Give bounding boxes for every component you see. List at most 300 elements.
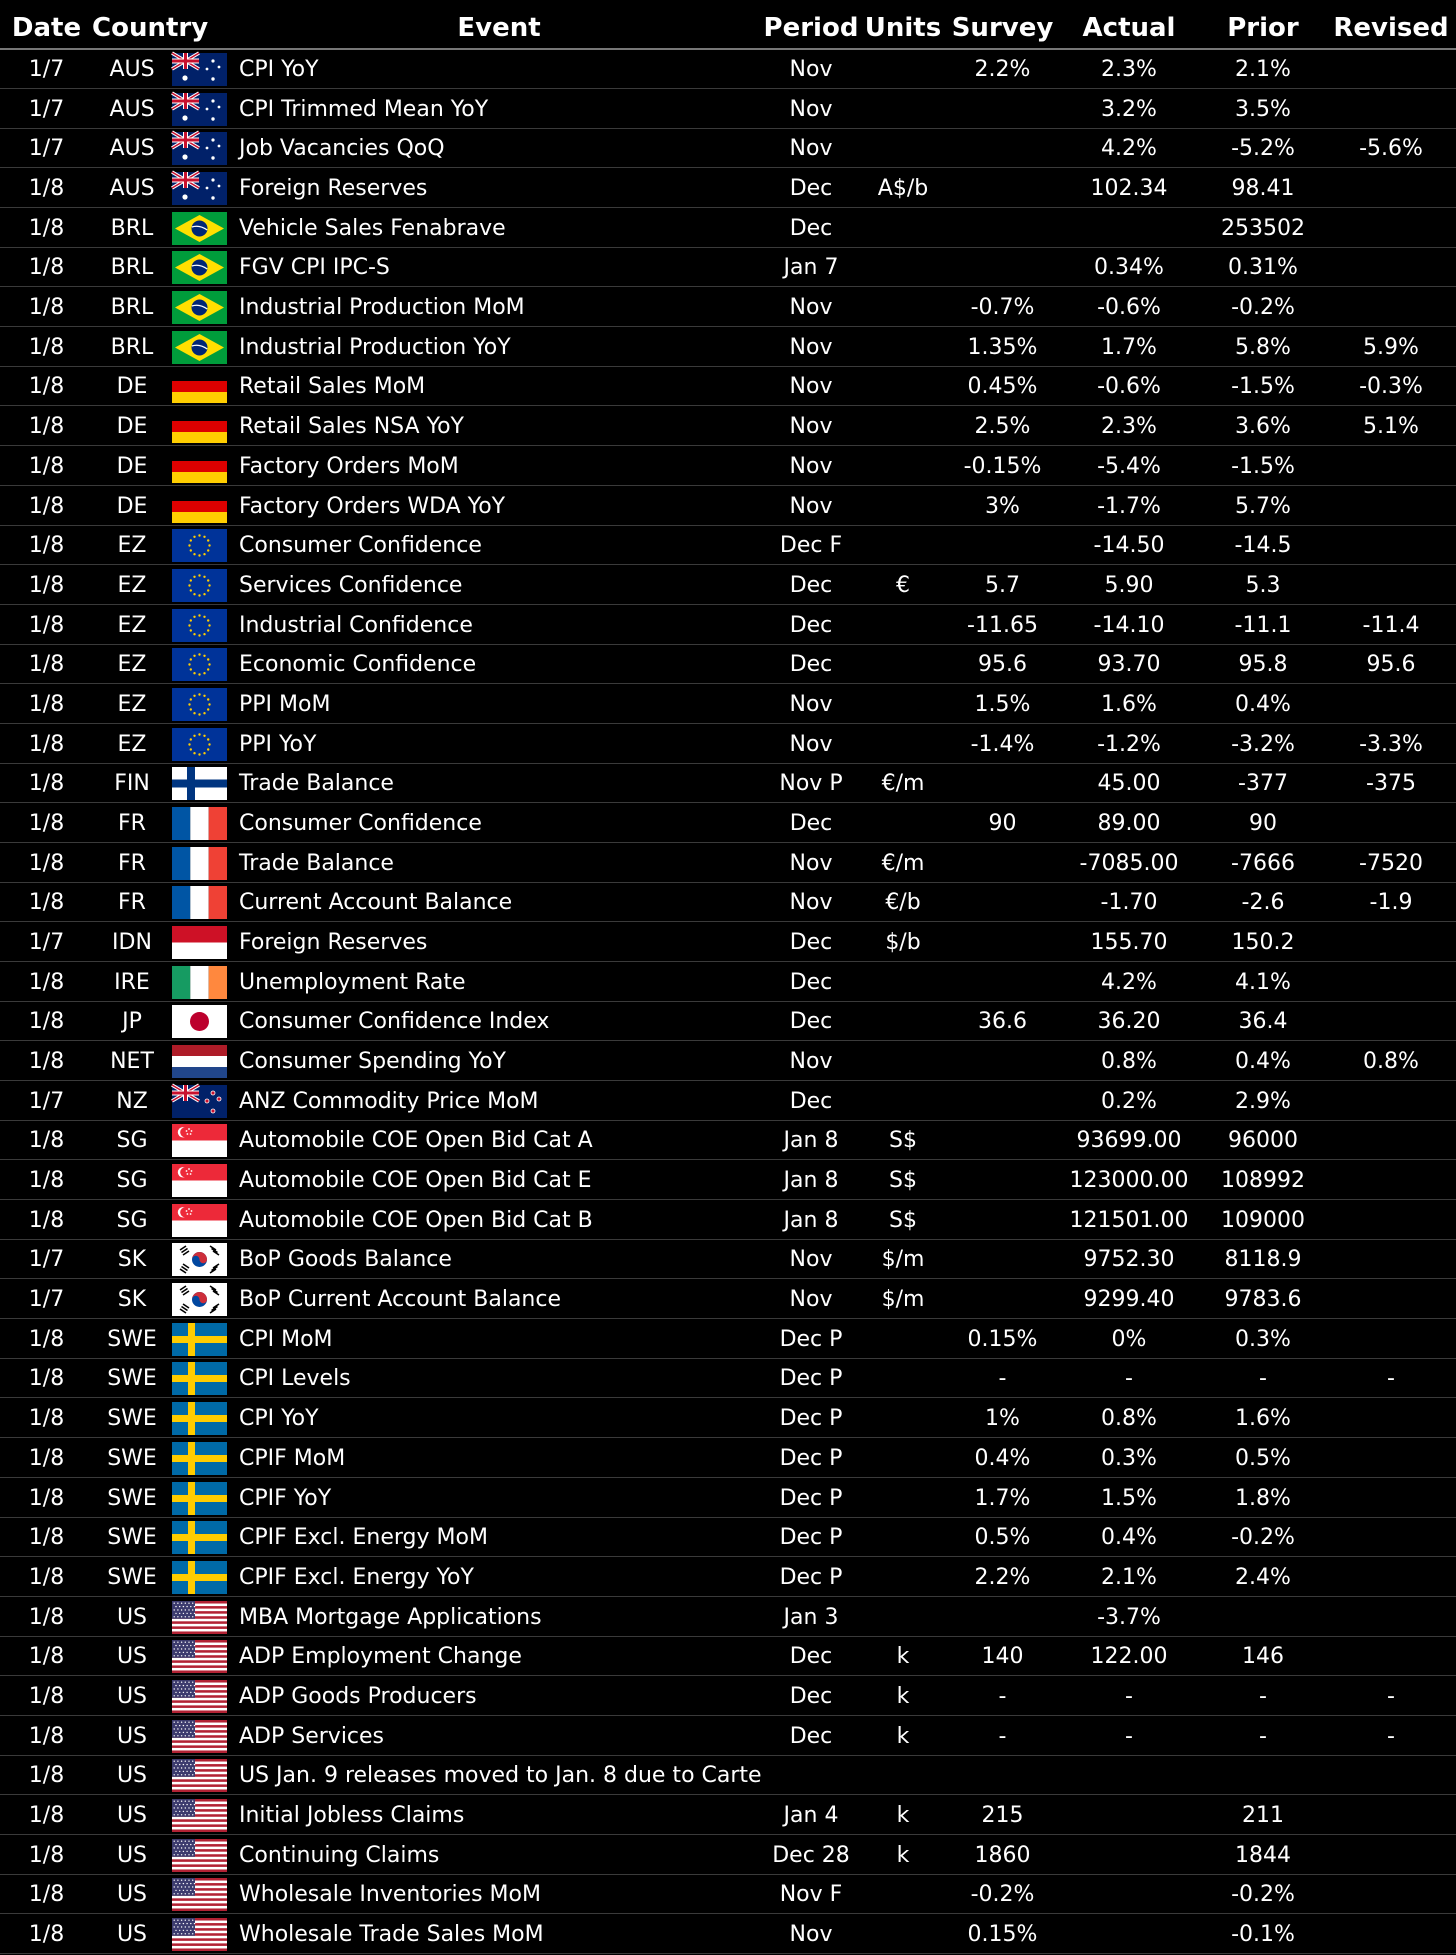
- period-cell: Dec P: [779, 1366, 843, 1392]
- units-cell: [863, 1439, 943, 1478]
- units-cell: S$: [889, 1168, 917, 1193]
- table-row[interactable]: [0, 1677, 1456, 1716]
- flag-idn-icon: [172, 926, 227, 959]
- table-row[interactable]: [0, 1161, 1456, 1200]
- flag-ez-icon: [172, 648, 227, 681]
- table-row[interactable]: [0, 1717, 1456, 1756]
- prior-cell: 1.8%: [1235, 1485, 1291, 1511]
- flag-de-icon: [172, 490, 227, 523]
- table-row[interactable]: [0, 209, 1456, 248]
- actual-cell: -1.2%: [1097, 731, 1161, 757]
- period-cell: Nov: [789, 136, 833, 162]
- flag-aus-icon: [172, 172, 227, 205]
- table-row[interactable]: [0, 90, 1456, 129]
- units-cell: [863, 1042, 943, 1081]
- event-cell: Job Vacancies QoQ: [239, 136, 445, 162]
- table-row[interactable]: [0, 1002, 1456, 1041]
- prior-cell: [1198, 1756, 1328, 1795]
- period-cell: Dec P: [779, 1564, 843, 1590]
- event-cell: CPIF Excl. Energy YoY: [239, 1564, 474, 1590]
- header-actual[interactable]: Actual: [1082, 13, 1176, 43]
- revised-cell: [1330, 1796, 1452, 1835]
- event-cell: Initial Jobless Claims: [239, 1802, 465, 1828]
- units-cell: [863, 1518, 943, 1557]
- date-cell: 1/8: [28, 890, 65, 916]
- survey-cell: 2.2%: [974, 57, 1031, 82]
- date-cell: 1/8: [28, 493, 65, 519]
- date-cell: 1/7: [28, 1088, 65, 1114]
- country-cell: FR: [118, 850, 146, 876]
- flag-us-icon: [172, 1680, 227, 1713]
- event-cell: Retail Sales NSA YoY: [239, 414, 464, 440]
- survey-cell: [945, 1042, 1060, 1081]
- actual-cell: [1062, 1756, 1196, 1795]
- flag-swe-icon: [172, 1402, 227, 1435]
- country-cell: SK: [117, 1247, 147, 1273]
- event-cell: CPI Trimmed Mean YoY: [239, 96, 489, 122]
- date-cell: 1/8: [28, 771, 65, 797]
- units-cell: [863, 725, 943, 764]
- units-cell: [863, 1756, 943, 1795]
- country-cell: SWE: [107, 1445, 157, 1471]
- country-cell: FR: [118, 890, 146, 916]
- units-cell: [863, 963, 943, 1002]
- period-cell: [761, 1756, 861, 1795]
- country-cell: SG: [116, 1128, 148, 1154]
- units-cell: €: [896, 572, 910, 598]
- actual-cell: 3.2%: [1101, 96, 1157, 122]
- actual-cell: 1.6%: [1101, 691, 1157, 717]
- table-row[interactable]: [0, 1915, 1456, 1954]
- event-cell: CPIF MoM: [239, 1445, 346, 1471]
- date-cell: 1/8: [28, 1207, 65, 1233]
- actual-cell: -3.7%: [1097, 1604, 1161, 1630]
- survey-cell: [945, 923, 1060, 962]
- period-cell: Dec: [789, 930, 833, 955]
- revised-cell: [1330, 526, 1452, 565]
- table-row[interactable]: [0, 367, 1456, 406]
- units-cell: [863, 526, 943, 565]
- event-cell: Continuing Claims: [239, 1842, 440, 1868]
- survey-cell: 1.5%: [974, 691, 1031, 717]
- survey-cell: [945, 129, 1060, 168]
- period-cell: Nov: [789, 691, 833, 717]
- revised-cell: -: [1387, 1366, 1395, 1392]
- actual-cell: 1.7%: [1101, 334, 1157, 360]
- table-row[interactable]: [0, 169, 1456, 208]
- actual-cell: 2.1%: [1101, 1564, 1157, 1590]
- period-cell: Nov: [789, 1049, 833, 1074]
- country-cell: US: [116, 1683, 148, 1709]
- survey-cell: [945, 1161, 1060, 1200]
- prior-cell: 2.9%: [1235, 1088, 1291, 1114]
- header-date[interactable]: Date: [11, 13, 82, 43]
- units-cell: [863, 606, 943, 645]
- prior-cell: -: [1259, 1723, 1267, 1749]
- prior-cell: -: [1259, 1683, 1267, 1709]
- period-cell: Jan 8: [783, 1128, 839, 1154]
- table-row[interactable]: [0, 1042, 1456, 1081]
- event-cell: US Jan. 9 releases moved to Jan. 8 due to Carte: [239, 1763, 762, 1789]
- flag-fin-icon: [172, 767, 227, 800]
- prior-cell: 5.3: [1245, 572, 1281, 598]
- header-survey[interactable]: Survey: [951, 13, 1054, 43]
- period-cell: Nov: [789, 850, 833, 876]
- units-cell: [863, 1479, 943, 1518]
- actual-cell: -1.70: [1100, 890, 1158, 916]
- table-row[interactable]: [0, 1598, 1456, 1637]
- table-row[interactable]: [0, 566, 1456, 605]
- country-cell: DE: [116, 414, 148, 440]
- actual-cell: 122.00: [1090, 1644, 1168, 1670]
- flag-us-icon: [172, 1839, 227, 1872]
- prior-cell: 90: [1249, 810, 1277, 836]
- flag-fr-icon: [172, 807, 227, 840]
- event-cell: Foreign Reserves: [239, 930, 428, 955]
- survey-cell: -1.4%: [970, 731, 1035, 757]
- period-cell: Nov: [789, 414, 833, 440]
- table-row[interactable]: [0, 1399, 1456, 1438]
- event-cell: Industrial Production YoY: [239, 334, 511, 360]
- survey-cell: 36.6: [978, 1009, 1027, 1035]
- date-cell: 1/8: [28, 255, 65, 281]
- survey-cell: 1%: [985, 1406, 1020, 1432]
- event-cell: Factory Orders MoM: [239, 453, 459, 479]
- prior-cell: -1.5%: [1231, 453, 1295, 479]
- survey-cell: 1860: [974, 1842, 1031, 1868]
- table-row[interactable]: [0, 923, 1456, 962]
- table-row[interactable]: [0, 447, 1456, 486]
- period-cell: Dec: [789, 612, 833, 638]
- actual-cell: [1062, 1796, 1196, 1835]
- table-row[interactable]: [0, 1836, 1456, 1875]
- country-cell: EZ: [117, 533, 147, 559]
- prior-cell: 211: [1242, 1802, 1284, 1828]
- units-cell: [863, 1359, 943, 1398]
- country-cell: IDN: [112, 930, 152, 955]
- revised-cell: [1330, 923, 1452, 962]
- survey-cell: 0.15%: [967, 1922, 1038, 1947]
- table-row[interactable]: [0, 1439, 1456, 1478]
- revised-cell: [1330, 1598, 1452, 1637]
- actual-cell: 89.00: [1097, 810, 1161, 836]
- revised-cell: [1330, 50, 1452, 89]
- table-row[interactable]: [0, 1201, 1456, 1240]
- units-cell: €/b: [885, 890, 921, 916]
- period-cell: Nov: [789, 295, 833, 321]
- table-row[interactable]: [0, 1518, 1456, 1557]
- date-cell: 1/8: [28, 334, 65, 360]
- date-cell: 1/8: [28, 652, 65, 678]
- table-row[interactable]: [0, 1082, 1456, 1121]
- country-cell: BRL: [110, 215, 154, 241]
- date-cell: 1/8: [28, 572, 65, 598]
- period-cell: Jan 7: [783, 255, 839, 281]
- table-row[interactable]: [0, 883, 1456, 922]
- flag-swe-icon: [172, 1521, 227, 1554]
- event-cell: Industrial Production MoM: [239, 295, 525, 321]
- revised-cell: [1330, 1320, 1452, 1359]
- event-cell: Services Confidence: [239, 572, 463, 598]
- event-cell: PPI MoM: [239, 691, 331, 717]
- date-cell: 1/8: [28, 850, 65, 876]
- revised-cell: -3.3%: [1359, 731, 1423, 757]
- period-cell: Nov P: [779, 771, 843, 797]
- country-cell: BRL: [110, 334, 154, 360]
- table-row[interactable]: [0, 606, 1456, 645]
- flag-ez-icon: [172, 728, 227, 761]
- revised-cell: [1330, 288, 1452, 327]
- country-cell: BRL: [110, 295, 154, 321]
- flag-de-icon: [172, 410, 227, 443]
- table-row[interactable]: [0, 1240, 1456, 1279]
- actual-cell: 93.70: [1097, 652, 1161, 678]
- survey-cell: [945, 1121, 1060, 1160]
- revised-cell: [1330, 1439, 1452, 1478]
- survey-cell: [945, 963, 1060, 1002]
- flag-de-icon: [172, 370, 227, 403]
- table-row[interactable]: [0, 288, 1456, 327]
- units-cell: [863, 1915, 943, 1954]
- table-row[interactable]: [0, 1637, 1456, 1676]
- table-row[interactable]: [0, 963, 1456, 1002]
- date-cell: 1/8: [28, 1763, 65, 1789]
- date-cell: 1/7: [28, 930, 65, 955]
- table-row[interactable]: [0, 526, 1456, 565]
- revised-cell: [1330, 1518, 1452, 1557]
- header-units[interactable]: Units: [864, 13, 942, 43]
- table-row[interactable]: [0, 725, 1456, 764]
- survey-cell: 95.6: [978, 652, 1027, 678]
- prior-cell: 1844: [1235, 1842, 1291, 1868]
- event-cell: ADP Employment Change: [239, 1644, 522, 1670]
- table-row[interactable]: [0, 1756, 1456, 1795]
- survey-cell: -: [998, 1366, 1007, 1392]
- table-row[interactable]: [0, 248, 1456, 287]
- table-row[interactable]: [0, 50, 1456, 89]
- prior-cell: -377: [1238, 771, 1288, 797]
- units-cell: [863, 1598, 943, 1637]
- table-row[interactable]: [0, 685, 1456, 724]
- revised-cell: [1330, 169, 1452, 208]
- table-row[interactable]: [0, 328, 1456, 367]
- table-row[interactable]: [0, 1320, 1456, 1359]
- actual-cell: -0.6%: [1097, 374, 1161, 400]
- units-cell: [863, 407, 943, 446]
- date-cell: 1/8: [28, 612, 65, 638]
- units-cell: k: [896, 1802, 910, 1828]
- actual-cell: 2.3%: [1101, 57, 1157, 82]
- header-event[interactable]: Event: [457, 13, 541, 43]
- flag-us-icon: [172, 1918, 227, 1951]
- period-cell: Dec: [789, 652, 833, 678]
- period-cell: Dec P: [779, 1485, 843, 1511]
- table-row[interactable]: [0, 1558, 1456, 1597]
- prior-cell: -2.6: [1241, 890, 1285, 916]
- country-cell: AUS: [109, 136, 155, 162]
- table-row[interactable]: [0, 764, 1456, 803]
- date-cell: 1/8: [28, 215, 65, 241]
- header-period[interactable]: Period: [763, 13, 859, 43]
- flag-brl-icon: [172, 331, 227, 364]
- actual-cell: 9752.30: [1083, 1247, 1175, 1273]
- flag-ez-icon: [172, 529, 227, 562]
- date-cell: 1/8: [28, 810, 65, 836]
- date-cell: 1/8: [28, 1802, 65, 1828]
- revised-cell: [1330, 963, 1452, 1002]
- event-cell: Wholesale Trade Sales MoM: [239, 1922, 544, 1947]
- actual-cell: [1062, 1875, 1196, 1914]
- event-cell: Trade Balance: [239, 850, 394, 876]
- period-cell: Jan 8: [783, 1207, 839, 1233]
- period-cell: Dec P: [779, 1525, 843, 1551]
- date-cell: 1/8: [28, 453, 65, 479]
- period-cell: Dec: [789, 1009, 833, 1035]
- event-cell: CPIF Excl. Energy MoM: [239, 1525, 488, 1551]
- table-row[interactable]: [0, 1280, 1456, 1319]
- flag-sk-icon: [172, 1243, 227, 1276]
- period-cell: Dec: [789, 1088, 833, 1114]
- country-cell: SG: [116, 1207, 148, 1233]
- flag-swe-icon: [172, 1442, 227, 1475]
- prior-cell: 2.4%: [1235, 1564, 1291, 1590]
- event-cell: Current Account Balance: [239, 890, 513, 916]
- prior-cell: 109000: [1221, 1207, 1305, 1233]
- period-cell: Dec: [789, 1644, 833, 1670]
- table-row[interactable]: [0, 804, 1456, 843]
- date-cell: 1/8: [28, 1723, 65, 1749]
- flag-jp-icon: [172, 1005, 227, 1038]
- prior-cell: 5.7%: [1235, 493, 1291, 519]
- period-cell: Dec: [789, 1683, 833, 1709]
- revised-cell: [1330, 1399, 1452, 1438]
- revised-cell: [1330, 1002, 1452, 1041]
- revised-cell: [1330, 1836, 1452, 1875]
- actual-cell: -5.4%: [1097, 453, 1161, 479]
- country-cell: US: [116, 1604, 148, 1630]
- prior-cell: 0.31%: [1228, 255, 1298, 281]
- survey-cell: 1.35%: [967, 334, 1038, 360]
- revised-cell: [1330, 1121, 1452, 1160]
- flag-aus-icon: [172, 93, 227, 126]
- units-cell: $/b: [885, 930, 921, 955]
- survey-cell: -0.2%: [970, 1882, 1035, 1908]
- revised-cell: [1330, 1915, 1452, 1954]
- actual-cell: -14.50: [1093, 533, 1165, 559]
- flag-us-icon: [172, 1799, 227, 1832]
- table-row[interactable]: [0, 645, 1456, 684]
- revised-cell: [1330, 248, 1452, 287]
- survey-cell: [945, 169, 1060, 208]
- units-cell: A$/b: [877, 176, 929, 201]
- country-cell: SWE: [107, 1366, 157, 1392]
- event-cell: ADP Services: [239, 1723, 385, 1749]
- flag-swe-icon: [172, 1482, 227, 1515]
- flag-brl-icon: [172, 212, 227, 245]
- period-cell: Dec: [789, 810, 833, 836]
- table-row[interactable]: [0, 1796, 1456, 1835]
- header-prior[interactable]: Prior: [1227, 13, 1299, 43]
- table-row[interactable]: [0, 129, 1456, 168]
- date-cell: 1/7: [28, 57, 65, 82]
- date-cell: 1/8: [28, 1644, 65, 1670]
- actual-cell: -0.6%: [1097, 295, 1161, 321]
- survey-cell: 2.5%: [974, 414, 1031, 440]
- event-cell: Trade Balance: [239, 771, 394, 797]
- country-cell: US: [116, 1882, 148, 1908]
- country-cell: US: [116, 1802, 148, 1828]
- survey-cell: [945, 883, 1060, 922]
- actual-cell: -: [1125, 1683, 1133, 1709]
- period-cell: Dec: [789, 969, 833, 995]
- revised-cell: -375: [1366, 771, 1416, 797]
- table-row[interactable]: [0, 844, 1456, 883]
- units-cell: [863, 1558, 943, 1597]
- units-cell: [863, 367, 943, 406]
- header-row: [0, 0, 1456, 50]
- actual-cell: 2.3%: [1101, 414, 1157, 440]
- prior-cell: 5.8%: [1235, 334, 1291, 360]
- event-cell: Automobile COE Open Bid Cat B: [239, 1207, 593, 1233]
- period-cell: Dec: [789, 176, 833, 201]
- table-row[interactable]: [0, 1359, 1456, 1398]
- country-cell: EZ: [117, 612, 147, 638]
- actual-cell: 45.00: [1097, 771, 1161, 797]
- event-cell: Unemployment Rate: [239, 969, 466, 995]
- table-row[interactable]: [0, 1479, 1456, 1518]
- event-cell: CPI MoM: [239, 1326, 333, 1352]
- date-cell: 1/8: [28, 533, 65, 559]
- prior-cell: -14.5: [1234, 533, 1292, 559]
- country-cell: US: [116, 1644, 148, 1670]
- header-country[interactable]: Country: [92, 13, 209, 43]
- period-cell: Nov: [789, 493, 833, 519]
- actual-cell: 36.20: [1097, 1009, 1161, 1035]
- table-row[interactable]: [0, 407, 1456, 446]
- actual-cell: 4.2%: [1101, 136, 1157, 162]
- country-cell: SG: [116, 1168, 148, 1193]
- actual-cell: 0.4%: [1101, 1525, 1157, 1551]
- country-cell: SK: [117, 1287, 147, 1313]
- survey-cell: 1.7%: [974, 1485, 1031, 1511]
- survey-cell: 5.7: [985, 572, 1020, 598]
- actual-cell: 5.90: [1104, 572, 1154, 598]
- header-revised[interactable]: Revised: [1333, 13, 1449, 43]
- survey-cell: [945, 526, 1060, 565]
- table-row[interactable]: [0, 1121, 1456, 1160]
- period-cell: Nov: [789, 374, 833, 400]
- units-cell: k: [896, 1723, 910, 1749]
- table-row[interactable]: [0, 1875, 1456, 1914]
- period-cell: Nov F: [779, 1882, 843, 1908]
- table-row[interactable]: [0, 487, 1456, 526]
- actual-cell: 0.34%: [1094, 255, 1164, 281]
- actual-cell: -7085.00: [1079, 850, 1179, 876]
- prior-cell: -0.2%: [1231, 1882, 1295, 1908]
- country-cell: SWE: [107, 1485, 157, 1511]
- revised-cell: 5.1%: [1363, 414, 1419, 440]
- actual-cell: 155.70: [1090, 930, 1168, 955]
- units-cell: [863, 685, 943, 724]
- country-cell: SWE: [107, 1564, 157, 1590]
- country-cell: NZ: [116, 1088, 148, 1114]
- country-cell: US: [116, 1922, 148, 1947]
- period-cell: Nov: [789, 334, 833, 360]
- period-cell: Jan 4: [783, 1802, 839, 1828]
- event-cell: ANZ Commodity Price MoM: [239, 1088, 539, 1114]
- actual-cell: [1062, 1915, 1196, 1954]
- prior-cell: 4.1%: [1235, 969, 1291, 995]
